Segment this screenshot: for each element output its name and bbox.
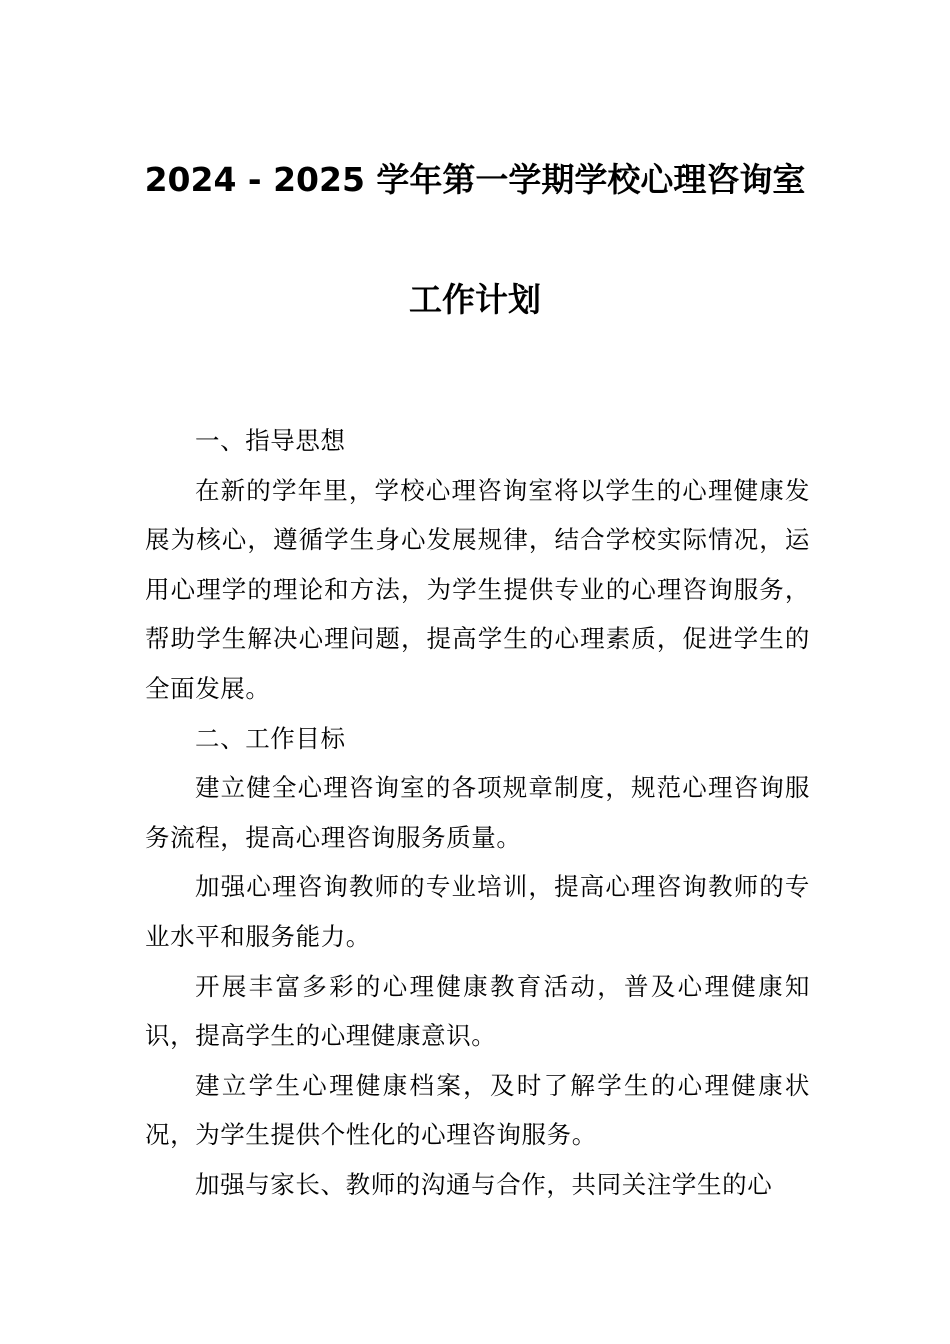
paragraph: 开展丰富多彩的心理健康教育活动，普及心理健康知识，提高学生的心理健康意识。 — [145, 971, 810, 1051]
document-body — [145, 416, 810, 1210]
paragraph: 建立学生心理健康档案，及时了解学生的心理健康状况，为学生提供个性化的心理咨询服务。 — [145, 1070, 810, 1150]
paragraph: 加强心理咨询教师的专业培训，提高心理咨询教师的专业水平和服务能力。 — [145, 872, 810, 951]
paragraph: 在新的学年里，学校心理咨询室将以学生的心理健康发展为核心，遵循学生身心发展规律，结合学校实际情况，运用心理学的理论和方法，为学生提供专业的心理咨询服务，帮助学生解决心理问题，提高学生的心理素质，促进学生的全面发展。 — [145, 475, 810, 703]
section-heading: 一、指导思想 — [195, 426, 346, 455]
section-heading: 二、工作目标 — [195, 723, 346, 753]
paragraph: 建立健全心理咨询室的各项规章制度，规范心理咨询服务流程，提高心理咨询服务质量。 — [145, 773, 810, 852]
document-title-line1: 2024 - 2025 学年第一学期学校心理咨询室 — [144, 160, 806, 199]
document-title-line2: 工作计划 — [409, 280, 541, 319]
paragraph: 加强与家长、教师的沟通与合作，共同关注学生的心 — [195, 1169, 773, 1199]
